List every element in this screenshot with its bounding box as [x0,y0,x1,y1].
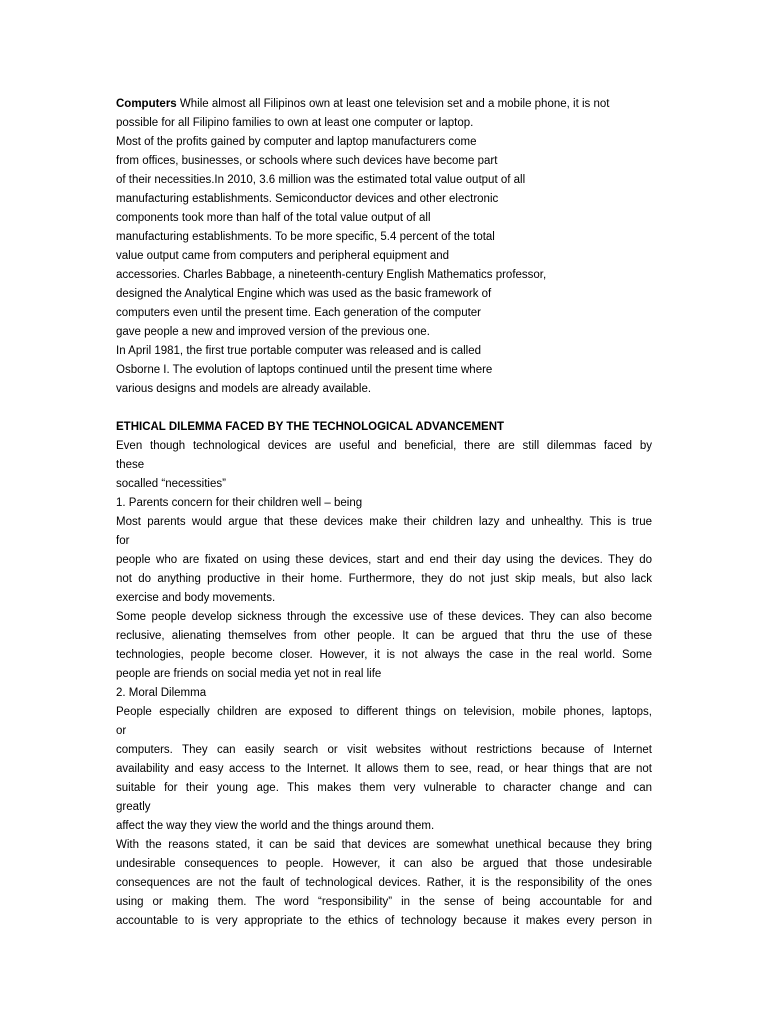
intro-paragraph [116,95,652,399]
section-line: Even though technological devices are useful and beneficial, there are still dilemmas faced by [116,440,652,452]
intro-line-text: While almost all Filipinos own at least one television set and a mobile phone, it is not [176,98,610,110]
intro-line-text: possible for all Filipino families to own at least one computer or laptop. [116,117,474,129]
intro-line-text: manufacturing establishments. To be more specific, 5.4 percent of the total [116,231,495,243]
section-line: 1. Parents concern for their children well – being [116,497,363,509]
section-line: Some people develop sickness through the excessive use of these devices. They can also become [116,611,652,623]
paragraph-spacer [116,399,652,418]
intro-line-text: various designs and models are already available. [116,383,372,395]
intro-line [116,285,652,304]
intro-line-text: In April 1981, the first true portable computer was released and is called [116,345,482,357]
intro-line [116,380,652,399]
intro-line-text: components took more than half of the total value output of all [116,212,431,224]
section-line: affect the way they view the world and the things around them. [116,820,435,832]
section-line: consequences are not the fault of technological devices. Rather, it is the responsibility of the ones [116,877,652,889]
intro-line-text: computers even until the present time. Each generation of the computer [116,307,482,319]
intro-line [116,190,652,209]
section-line: computers. They can easily search or visit websites without restrictions because of Internet [116,744,652,756]
intro-line-text: of their necessities.In 2010, 3.6 million was the estimated total value output of all [116,174,526,186]
section-line: using or making them. The word “responsibility” in the sense of being accountable for and [116,896,652,908]
intro-line [116,114,652,133]
intro-line [116,228,652,247]
intro-line [116,266,652,285]
section-line: for [116,535,130,547]
section-line: technologies, people become closer. However, it is not always the case in the real world. Some [116,649,652,661]
section-line: 2. Moral Dilemma [116,687,207,699]
intro-line-text: designed the Analytical Engine which was used as the basic framework of [116,288,492,300]
section-line: these [116,459,145,471]
section-line: people are friends on social media yet not in real life [116,668,382,680]
intro-line-text: Most of the profits gained by computer and laptop manufacturers come [116,136,477,148]
section-line: socalled “necessities” [116,478,226,490]
intro-line [116,152,652,171]
section-line: Most parents would argue that these devices make their children lazy and unhealthy. This is true [116,516,652,528]
section-line: undesirable consequences to people. However, it can also be argued that those undesirable [116,858,652,870]
intro-line [116,342,652,361]
intro-line [116,361,652,380]
section-line: people who are fixated on using these devices, start and end their day using the devices. They do [116,554,652,566]
section-line: People especially children are exposed to different things on television, mobile phones, laptops, [116,706,652,718]
intro-line [116,171,652,190]
intro-line-text: Osborne I. The evolution of laptops continued until the present time where [116,364,493,376]
intro-line [116,247,652,266]
section-body [116,437,652,931]
section-line: accountable to is very appropriate to the ethics of technology because it makes every person in [116,915,652,927]
intro-line-text: gave people a new and improved version of the previous one. [116,326,430,338]
section-line: availability and easy access to the Internet. It allows them to see, read, or hear things that are not [116,763,652,775]
intro-line-text: from offices, businesses, or schools where such devices have become part [116,155,498,167]
section-line: exercise and body movements. [116,592,276,604]
intro-line [116,133,652,152]
intro-line [116,95,652,114]
section-heading: ETHICAL DILEMMA FACED BY THE TECHNOLOGICAL ADVANCEMENT [116,421,505,433]
intro-line-text: value output came from computers and peripheral equipment and [116,250,450,262]
document-page [116,95,652,931]
intro-line-text: accessories. Charles Babbage, a nineteenth-century English Mathematics professor, [116,269,547,281]
section-line: or [116,725,127,737]
intro-line [116,304,652,323]
intro-line-text: manufacturing establishments. Semiconductor devices and other electronic [116,193,499,205]
intro-line [116,209,652,228]
section-line: reclusive, alienating themselves from other people. It can be argued that thru the use of these [116,630,652,642]
section-line: not do anything productive in their home. Furthermore, they do not just skip meals, but also lack [116,573,652,585]
intro-lead-word: Computers [116,98,177,110]
section-line: With the reasons stated, it can be said that devices are somewhat unethical because they bring [116,839,652,851]
section-line: greatly [116,801,151,813]
intro-line [116,323,652,342]
section-line: suitable for their young age. This makes them very vulnerable to character change and can [116,782,652,794]
